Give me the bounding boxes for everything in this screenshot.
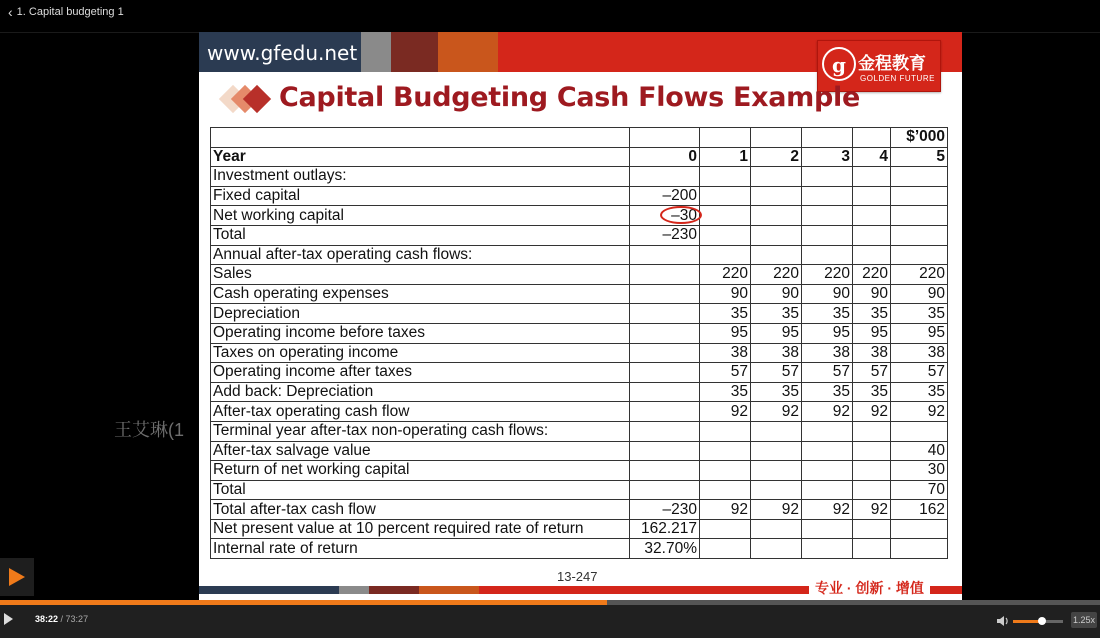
table-cell: 95 xyxy=(802,323,853,343)
table-cell xyxy=(802,225,853,245)
table-cell: 220 xyxy=(700,265,751,285)
table-cell xyxy=(853,519,891,539)
row-label: Net present value at 10 percent required rate of return xyxy=(211,519,630,539)
table-cell xyxy=(751,480,802,500)
table-cell xyxy=(751,225,802,245)
table-cell xyxy=(853,421,891,441)
table-cell: 95 xyxy=(700,323,751,343)
row-label: Terminal year after-tax non-operating cash flows: xyxy=(211,421,630,441)
table-cell xyxy=(630,441,700,461)
row-label: Operating income after taxes xyxy=(211,363,630,383)
row-label: Return of net working capital xyxy=(211,461,630,481)
header-cell: 3 xyxy=(802,147,853,167)
table-cell xyxy=(630,382,700,402)
table-cell xyxy=(700,186,751,206)
table-cell xyxy=(751,206,802,226)
table-cell xyxy=(853,441,891,461)
table-cell xyxy=(751,441,802,461)
table-cell xyxy=(891,167,948,187)
units-label: $’000 xyxy=(891,128,948,148)
slide-title: Capital Budgeting Cash Flows Example xyxy=(279,82,860,113)
header-cell: 1 xyxy=(700,147,751,167)
table-cell: 35 xyxy=(802,304,853,324)
table-cell: 90 xyxy=(891,284,948,304)
table-cell: 35 xyxy=(751,304,802,324)
table-cell xyxy=(630,323,700,343)
table-row xyxy=(211,186,948,206)
table-cell: 35 xyxy=(891,382,948,402)
table-cell: 57 xyxy=(891,363,948,383)
logo-emblem-icon: g xyxy=(822,47,856,81)
table-row xyxy=(211,206,948,226)
table-cell: 220 xyxy=(802,265,853,285)
table-row xyxy=(211,363,948,383)
table-cell xyxy=(630,402,700,422)
table-row xyxy=(211,284,948,304)
table-cell: 35 xyxy=(853,304,891,324)
row-label: Taxes on operating income xyxy=(211,343,630,363)
table-cell xyxy=(802,461,853,481)
table-cell: 38 xyxy=(802,343,853,363)
table-cell xyxy=(630,245,700,265)
table-cell xyxy=(751,421,802,441)
table-row xyxy=(211,461,948,481)
table-row xyxy=(211,519,948,539)
table-cell: 90 xyxy=(751,284,802,304)
table-cell xyxy=(700,206,751,226)
table-cell xyxy=(853,245,891,265)
table-row xyxy=(211,382,948,402)
table-cell: 92 xyxy=(853,500,891,520)
table-cell: 92 xyxy=(802,500,853,520)
row-label: Internal rate of return xyxy=(211,539,630,559)
table-row xyxy=(211,402,948,422)
table-row xyxy=(211,343,948,363)
table-cell: 38 xyxy=(853,343,891,363)
row-label: Add back: Depreciation xyxy=(211,382,630,402)
table-cell xyxy=(751,461,802,481)
table-cell xyxy=(630,265,700,285)
table-cell: 32.70% xyxy=(630,539,700,559)
logo-chinese-name: 金程教育 xyxy=(858,54,926,73)
table-cell: 162.217 xyxy=(630,519,700,539)
table-cell: 95 xyxy=(853,323,891,343)
units-row xyxy=(211,128,948,148)
table-cell xyxy=(700,167,751,187)
row-label: Total xyxy=(211,225,630,245)
row-label: After-tax operating cash flow xyxy=(211,402,630,422)
table-cell xyxy=(891,519,948,539)
diamond-bullet-icon xyxy=(219,82,275,116)
header-cell: 0 xyxy=(630,147,700,167)
site-url: www.gfedu.net xyxy=(207,41,358,65)
row-label: Cash operating expenses xyxy=(211,284,630,304)
table-cell xyxy=(802,245,853,265)
table-cell xyxy=(891,421,948,441)
volume-handle[interactable] xyxy=(1038,617,1046,625)
table-cell: 57 xyxy=(853,363,891,383)
table-cell xyxy=(630,363,700,383)
table-cell xyxy=(853,225,891,245)
table-cell: 95 xyxy=(751,323,802,343)
table-cell xyxy=(751,245,802,265)
table-cell xyxy=(853,461,891,481)
row-label: Depreciation xyxy=(211,304,630,324)
table-cell xyxy=(751,519,802,539)
table-cell: 92 xyxy=(700,500,751,520)
header-cell: 4 xyxy=(853,147,891,167)
table-cell: 35 xyxy=(802,382,853,402)
table-row xyxy=(211,304,948,324)
table-row xyxy=(211,225,948,245)
table-cell xyxy=(700,519,751,539)
table-cell xyxy=(700,441,751,461)
table-cell xyxy=(853,206,891,226)
table-row xyxy=(211,323,948,343)
table-cell xyxy=(802,480,853,500)
table-cell xyxy=(751,167,802,187)
table-cell: 35 xyxy=(700,382,751,402)
table-cell xyxy=(630,421,700,441)
current-time: 38:22 xyxy=(35,614,59,624)
table-cell: 57 xyxy=(802,363,853,383)
table-cell: 92 xyxy=(751,500,802,520)
table-row xyxy=(211,480,948,500)
table-cell xyxy=(853,186,891,206)
table-row xyxy=(211,421,948,441)
table-cell xyxy=(853,539,891,559)
table-cell: 40 xyxy=(891,441,948,461)
row-label: Fixed capital xyxy=(211,186,630,206)
table-cell: 70 xyxy=(891,480,948,500)
back-button[interactable] xyxy=(8,6,124,18)
table-cell xyxy=(802,539,853,559)
table-cell xyxy=(891,245,948,265)
lesson-title: 1. Capital budgeting 1 xyxy=(16,6,124,18)
table-cell: –200 xyxy=(630,186,700,206)
table-cell: 38 xyxy=(891,343,948,363)
table-cell xyxy=(891,206,948,226)
table-cell xyxy=(891,539,948,559)
page-number: 13-247 xyxy=(557,569,598,584)
watermark: 王艾琳(1 xyxy=(114,420,185,440)
table-cell: 220 xyxy=(751,265,802,285)
table-cell xyxy=(700,480,751,500)
table-cell xyxy=(802,167,853,187)
header-cell: 2 xyxy=(751,147,802,167)
table-cell: 220 xyxy=(891,265,948,285)
table-cell: 92 xyxy=(891,402,948,422)
table-cell xyxy=(802,519,853,539)
slide xyxy=(199,32,962,600)
table-cell xyxy=(802,421,853,441)
table-cell: 35 xyxy=(700,304,751,324)
row-label: Total xyxy=(211,480,630,500)
table-cell: 162 xyxy=(891,500,948,520)
year-header-row xyxy=(211,147,948,167)
row-label: Net working capital xyxy=(211,206,630,226)
table-cell: 92 xyxy=(751,402,802,422)
table-cell xyxy=(630,284,700,304)
table-row xyxy=(211,265,948,285)
table-row xyxy=(211,500,948,520)
table-cell xyxy=(630,167,700,187)
table-cell: –230 xyxy=(630,225,700,245)
table-cell xyxy=(853,480,891,500)
table-cell xyxy=(630,343,700,363)
table-cell: 90 xyxy=(700,284,751,304)
table-cell xyxy=(891,225,948,245)
volume-slider[interactable] xyxy=(1013,620,1063,623)
table-cell: 35 xyxy=(891,304,948,324)
play-icon[interactable] xyxy=(4,613,13,625)
table-cell: 220 xyxy=(853,265,891,285)
table-cell xyxy=(700,421,751,441)
duration: 73:27 xyxy=(65,614,89,624)
footer-slogan: 专业 · 创新 · 增值 xyxy=(809,578,930,598)
table-cell xyxy=(700,539,751,559)
table-cell xyxy=(630,461,700,481)
top-bar xyxy=(0,0,1100,33)
table-cell: 38 xyxy=(751,343,802,363)
table-row xyxy=(211,539,948,559)
row-label: After-tax salvage value xyxy=(211,441,630,461)
table-cell: 38 xyxy=(700,343,751,363)
big-play-button[interactable] xyxy=(0,558,34,596)
row-label: Annual after-tax operating cash flows: xyxy=(211,245,630,265)
table-cell xyxy=(630,480,700,500)
table-cell: 57 xyxy=(751,363,802,383)
table-cell: 35 xyxy=(853,382,891,402)
table-cell xyxy=(700,225,751,245)
row-label: Total after-tax cash flow xyxy=(211,500,630,520)
time-separator: / xyxy=(58,614,66,624)
row-label: Operating income before taxes xyxy=(211,323,630,343)
table-cell: –230 xyxy=(630,500,700,520)
table-cell xyxy=(802,206,853,226)
row-label: Investment outlays: xyxy=(211,167,630,187)
table-cell xyxy=(802,186,853,206)
play-icon xyxy=(9,568,25,586)
table-cell xyxy=(630,206,700,226)
time-display xyxy=(35,614,88,624)
table-cell: 30 xyxy=(891,461,948,481)
table-cell xyxy=(751,186,802,206)
table-cell: 92 xyxy=(802,402,853,422)
player-controls xyxy=(0,605,1100,638)
table-cell: 92 xyxy=(700,402,751,422)
table-cell xyxy=(751,539,802,559)
table-cell: 57 xyxy=(700,363,751,383)
table-cell xyxy=(700,461,751,481)
table-cell xyxy=(630,304,700,324)
playback-speed-button[interactable]: 1.25x xyxy=(1071,612,1097,628)
table-cell: 90 xyxy=(802,284,853,304)
table-row xyxy=(211,167,948,187)
row-label: Sales xyxy=(211,265,630,285)
circled-value: –30 xyxy=(671,206,697,224)
table-cell: 92 xyxy=(853,402,891,422)
table-cell: 90 xyxy=(853,284,891,304)
table-cell: 35 xyxy=(751,382,802,402)
chevron-left-icon: ‹ xyxy=(8,4,13,20)
header-cell: Year xyxy=(211,147,630,167)
table-row xyxy=(211,441,948,461)
logo-english-name: GOLDEN FUTURE xyxy=(860,74,935,83)
table-row xyxy=(211,245,948,265)
table-cell xyxy=(891,186,948,206)
table-cell xyxy=(802,441,853,461)
table-cell xyxy=(853,167,891,187)
table-cell xyxy=(700,245,751,265)
cash-flow-table xyxy=(210,127,948,559)
speaker-icon[interactable] xyxy=(996,614,1010,633)
table-cell: 95 xyxy=(891,323,948,343)
header-cell: 5 xyxy=(891,147,948,167)
